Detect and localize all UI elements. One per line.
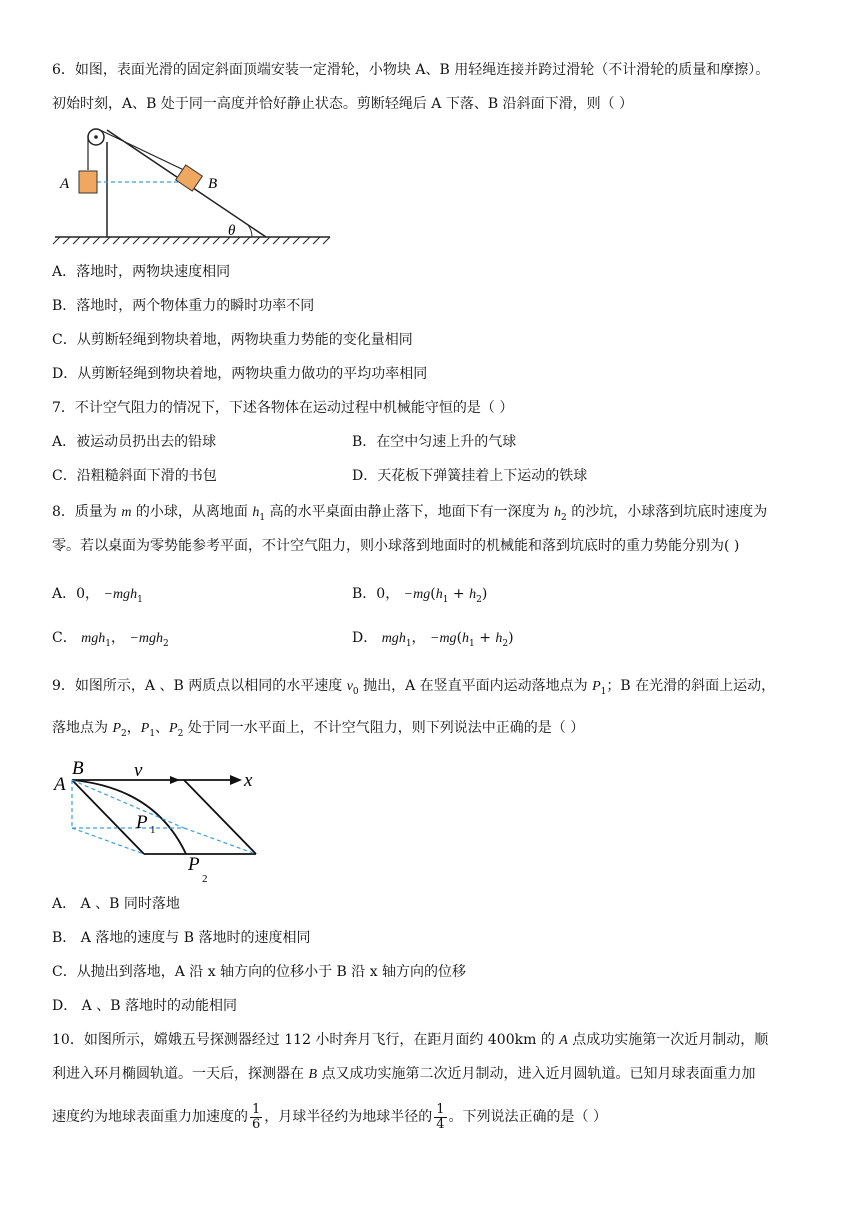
q9-label-a: A	[54, 774, 66, 795]
q6-incline-pulley-figure	[50, 122, 335, 246]
q9-option-c: C．从抛出到落地，A 沿 x 轴方向的位移小于 B 沿 x 轴方向的位移	[52, 964, 467, 980]
q6-option-d: D．从剪断轻绳到物块着地，两物块重力做功的平均功率相同	[52, 366, 428, 382]
q8-stem-line2: 零。若以桌面为零势能参考平面，不计空气阻力，则小球落到地面时的机械能和落到坑底时的重力势能分别为( )	[52, 538, 740, 554]
q9-label-v: v	[134, 760, 143, 781]
q6-stem-line2: 初始时刻，A、B 处于同一高度并恰好静止状态。剪断轻绳后 A 下落、B 沿斜面下滑，则（ ）	[52, 96, 634, 112]
q9-option-a: A． A 、B 同时落地	[52, 896, 180, 912]
q7-option-c: C．沿粗糙斜面下滑的书包	[52, 468, 217, 484]
q9-stem-line2: 落地点为 $P_2$，$P_1$、$P_2$ 处于同一水平面上，不计空气阻力，则下列说法中正确的是（ ）	[52, 720, 585, 739]
q9-label-p2: P	[188, 854, 200, 875]
q6-option-c: C．从剪断轻绳到物块着地，两物块重力势能的变化量相同	[52, 332, 413, 348]
q6-label-a: A	[60, 176, 70, 192]
q9-label-b: B	[72, 758, 84, 779]
q10-fraction-1-4: $\frac{1}{4}$	[436, 1101, 445, 1132]
q6-label-theta: θ	[228, 223, 236, 239]
q6-stem-line1: 6．如图，表面光滑的固定斜面顶端安装一定滑轮，小物块 A、B 用轻绳连接并跨过滑轮（不计滑轮的质量和摩擦）。	[52, 62, 770, 78]
q9-option-d: D． A 、B 落地时的动能相同	[52, 998, 237, 1014]
q10-stem-line1: 10．如图所示，嫦娥五号探测器经过 112 小时奔月飞行，在距月面约 400km 的 A 点成功实施第一次近月制动，顺	[52, 1032, 769, 1048]
q10-fraction-1-6: $\frac{1}{6}$	[252, 1101, 261, 1132]
q9-projectile-figure	[50, 758, 265, 886]
q8-var-m: m	[121, 505, 132, 520]
q9-label-p1: P	[136, 812, 148, 833]
q6-label-b: B	[208, 176, 218, 192]
q6-option-b: B．落地时，两个物体重力的瞬时功率不同	[52, 298, 315, 314]
q9-option-b: B． A 落地的速度与 B 落地时的速度相同	[52, 930, 311, 946]
q8-stem-line1: 8．质量为 m 的小球，从离地面 $h_1$ 高的水平桌面由静止落下，地面下有一深度为 $h_2$ 的沙坑，小球落到坑底时速度为	[52, 504, 768, 523]
q9-stem-line1: 9．如图所示，A 、B 两质点以相同的水平速度 $v_0$ 抛出，A 在竖直平面内运动落地点为 $P_1$；B 在光滑的斜面上运动，	[52, 678, 776, 697]
q8-option-a: A．0， −mgh$_1$	[52, 586, 143, 605]
q7-stem: 7．不计空气阻力的情况下，下述各物体在运动过程中机械能守恒的是（ ）	[52, 400, 514, 416]
q7-option-b: B．在空中匀速上升的气球	[352, 434, 517, 450]
q8-option-c: C． mgh$_1$， −mgh$_2$	[52, 630, 169, 649]
svg-text:1: 1	[150, 824, 156, 836]
q9-label-x: x	[244, 770, 253, 791]
q8-option-b: B．0， $-mg(h_1 + h_2)$	[352, 586, 488, 605]
q8-option-d: D． mgh$_1$， $-mg(h_1 + h_2)$	[352, 630, 514, 649]
q10-stem-line2: 利进入环月椭圆轨道。一天后，探测器在 B 点又成功实施第二次近月制动，进入近月圆轨道。已知月球表面重力加	[52, 1066, 756, 1082]
q7-option-a: A．被运动员扔出去的铅球	[52, 434, 217, 450]
q7-option-d: D．天花板下弹簧挂着上下运动的铁球	[352, 468, 588, 484]
q6-option-a: A．落地时，两物块速度相同	[52, 264, 231, 280]
svg-text:2: 2	[202, 873, 208, 885]
q10-stem-line3: 速度约为地球表面重力加速度的 $\frac{1}{6}$ ，月球半径约为地球半径的 $\frac{1}{4}$ 。下列说法正确的是（ ）	[52, 1101, 608, 1132]
